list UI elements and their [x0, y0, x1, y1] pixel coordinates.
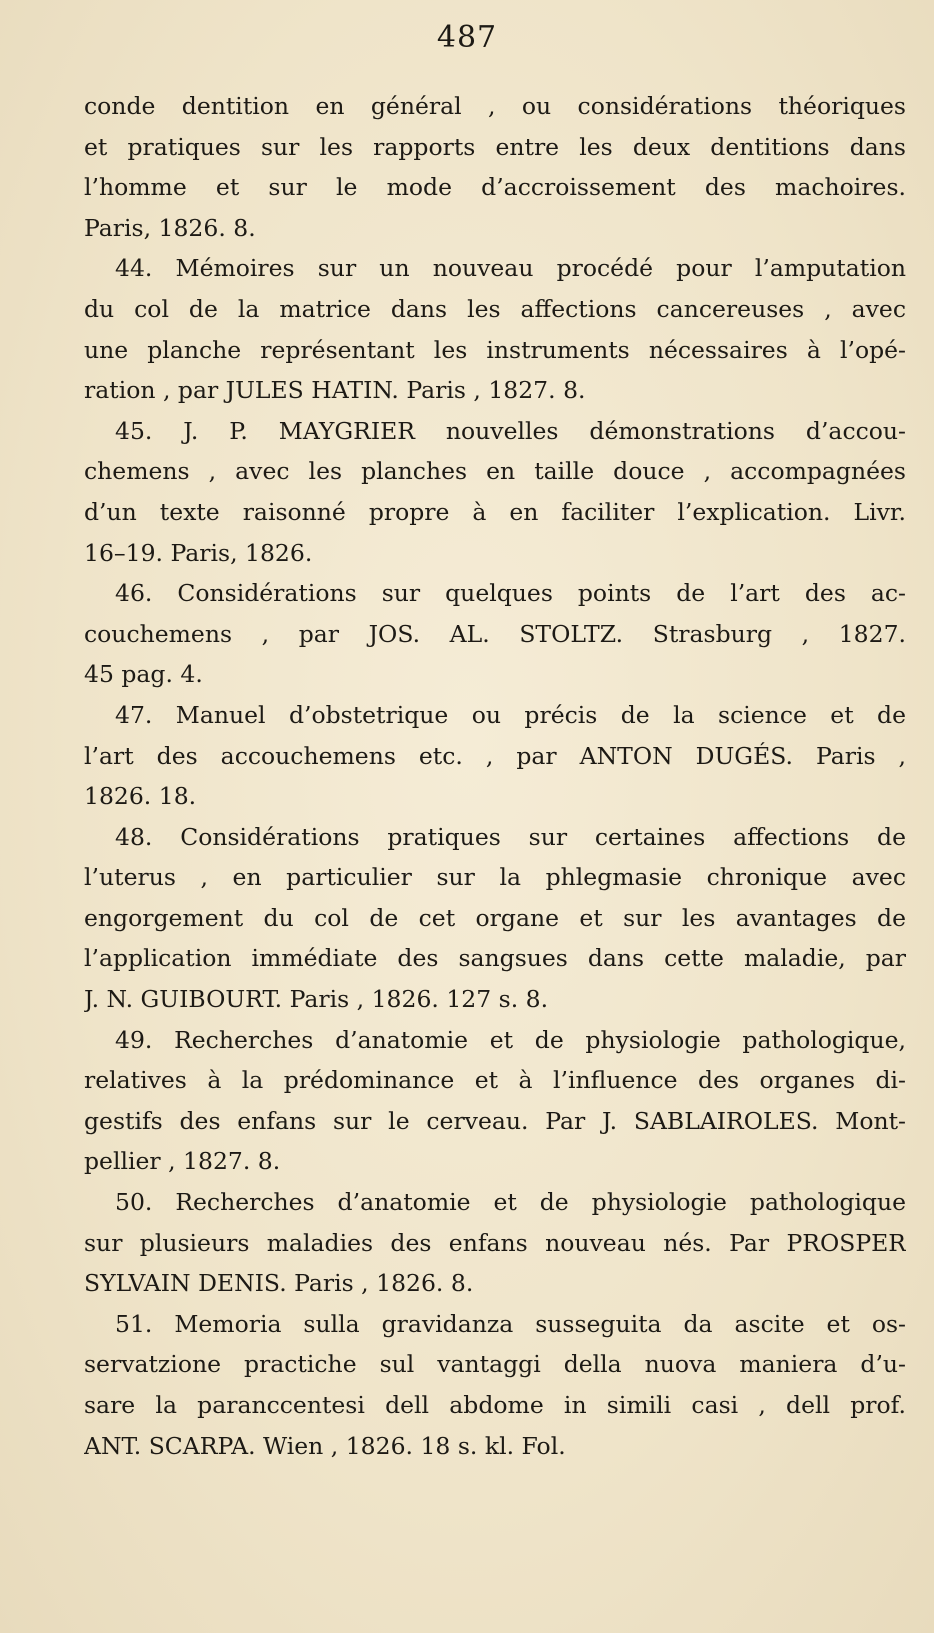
text-line: engorgement du col de cet organe et sur les avantages de: [84, 903, 906, 932]
text-line: 47. Manuel d’obstetrique ou précis de la science et de: [115, 700, 906, 729]
text-line: J. N. GUIBOURT. Paris , 1826. 127 s. 8.: [84, 985, 549, 1014]
text-line: 51. Memoria sulla gravidanza susseguita da ascite et os-: [115, 1309, 906, 1338]
text-line: ration , par JULES HATIN. Paris , 1827. 8.: [84, 376, 586, 405]
page-number: 487: [436, 20, 498, 55]
text-line: Paris, 1826. 8.: [84, 213, 256, 242]
text-line: sare la paranccentesi dell abdome in simili casi , dell prof.: [84, 1391, 906, 1419]
text-line: l’application immédiate des sangsues dans cette maladie, par: [84, 944, 906, 973]
text-line: couchemens , par JOS. AL. STOLTZ. Strasburg , 1827.: [84, 619, 906, 648]
text-line: SYLVAIN DENIS. Paris , 1826. 8.: [84, 1269, 474, 1298]
text-line: pellier , 1827. 8.: [84, 1147, 281, 1176]
text-line: une planche représentant les instruments nécessaires à l’opé-: [84, 335, 906, 364]
text-line: du col de la matrice dans les affections cancereuses , avec: [84, 294, 906, 323]
text-line: 45 pag. 4.: [84, 660, 203, 689]
bibliography-text: [84, 86, 906, 1466]
text-line: l’art des accouchemens etc. , par ANTON DUGÉS. Paris ,: [84, 741, 906, 770]
text-line: et pratiques sur les rapports entre les deux dentitions dans: [84, 132, 906, 161]
text-line: 1826. 18.: [84, 782, 197, 811]
text-line: 50. Recherches d’anatomie et de physiologie pathologique: [115, 1188, 906, 1217]
text-line: d’un texte raisonné propre à en faciliter l’explication. Livr.: [84, 497, 906, 526]
text-line: 46. Considérations sur quelques points de l’art des ac-: [115, 579, 906, 608]
text-line: 49. Recherches d’anatomie et de physiologie pathologique,: [115, 1025, 906, 1054]
text-line: chemens , avec les planches en taille douce , accompagnées: [84, 457, 906, 486]
text-line: sur plusieurs maladies des enfans nouveau nés. Par PROSPER: [84, 1228, 906, 1257]
text-line: conde dentition en général , ou considérations théoriques: [84, 92, 906, 120]
text-line: gestifs des enfans sur le cerveau. Par J. SABLAIROLES. Mont-: [84, 1106, 906, 1135]
text-line: ANT. SCARPA. Wien , 1826. 18 s. kl. Fol.: [84, 1431, 566, 1460]
text-line: 48. Considérations pratiques sur certaines affections de: [115, 822, 906, 851]
text-line: l’uterus , en particulier sur la phlegmasie chronique avec: [84, 863, 906, 892]
text-line: 44. Mémoires sur un nouveau procédé pour l’amputation: [115, 254, 906, 283]
text-line: 45. J. P. MAYGRIER nouvelles démonstrations d’accou-: [115, 416, 906, 445]
text-line: 16–19. Paris, 1826.: [84, 538, 313, 567]
text-line: l’homme et sur le mode d’accroissement des machoires.: [84, 173, 906, 202]
text-line: relatives à la prédominance et à l’influence des organes di-: [84, 1066, 906, 1095]
text-line: servatzione practiche sul vantaggi della nuova maniera d’u-: [84, 1350, 906, 1379]
